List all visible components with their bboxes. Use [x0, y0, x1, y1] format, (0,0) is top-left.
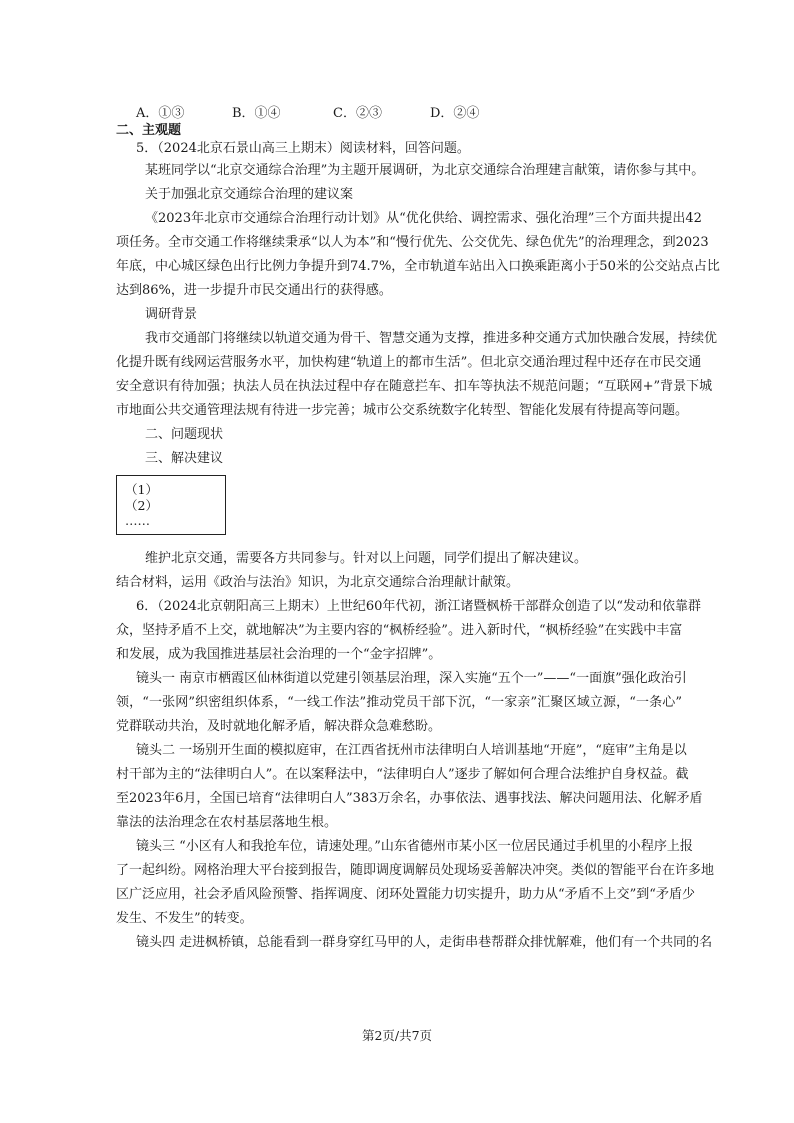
- q5-after-box: 维护北京交通，需要各方共同参与。针对以上问题，同学们提出了解决建议。: [145, 551, 588, 566]
- q5-p2-line3: 安全意识有待加强；执法人员在执法过程中存在随意拦车、扣车等执法不规范问题；“互联网+”背景下城: [116, 379, 713, 394]
- suggestion-ellipsis: ……: [125, 513, 150, 528]
- q5-subheading-suggestions: 三、解决建议: [145, 451, 224, 466]
- scene3-line4: 发生、不发生”的转变。: [116, 911, 253, 926]
- section-heading: 二、主观题: [116, 123, 182, 138]
- option-b: B．①④: [232, 106, 281, 121]
- suggestion-item-1: （1）: [125, 482, 158, 497]
- q5-p1-line2: 项任务。全市交通工作将继续秉承“以人为本”和“慢行优先、公交优先、绿色优先”的治理理念，到2023: [116, 235, 709, 250]
- scene2-line4: 靠法的法治理念在农村基层落地生根。: [116, 815, 338, 830]
- q6-line2: 众，坚持矛盾不上交，就地解决”为主要内容的“枫桥经验”。进入新时代，“枫桥经验”在实践中丰富: [116, 623, 683, 638]
- q5-p1-line4: 达到86%，进一步提升市民交通出行的获得感。: [116, 283, 392, 298]
- option-c: C．②③: [333, 106, 382, 121]
- q5-task: 结合材料，运用《政治与法治》知识，为北京交通综合治理献计献策。: [116, 575, 520, 590]
- q5-doc-title: 关于加强北京交通综合治理的建议案: [145, 187, 354, 202]
- scene2-line2: 村干部为主的“法律明白人”。在以案释法中，“法律明白人”逐步了解如何合理合法维护自身权益。截: [116, 767, 689, 782]
- scene3-line1: 镜头三 “小区有人和我抢车位，请速处理。”山东省德州市某小区一位居民通过手机里的小程序上报: [136, 839, 693, 854]
- q5-p2-line2: 化提升既有线网运营服务水平，加快构建“轨道上的都市生活”。但北京交通治理过程中还存在市民交通: [116, 355, 702, 370]
- q5-stem: 5．（2024北京石景山高三上期末）阅读材料，回答问题。: [136, 141, 470, 156]
- q5-subheading-status: 二、问题现状: [145, 427, 224, 442]
- scene3-line3: 区广泛应用，社会矛盾风险预警、指挥调度、闭环处置能力切实提升，助力从“矛盾不上交”到“矛盾少: [116, 887, 695, 902]
- scene1-line2: 领，“一张网”织密组织体系，“一线工作法”推动党员干部下沉，“一家亲”汇聚区域立源，“一条心”: [116, 695, 682, 710]
- scene1-line3: 党群联动共治，及时就地化解矛盾，解决群众急难愁盼。: [116, 719, 442, 734]
- scene2-line1: 镜头二 一场别开生面的模拟庭审，在江西省抚州市法律明白人培训基地“开庭”，“庭审”主角是以: [136, 743, 687, 758]
- q6-line1: 6．（2024北京朝阳高三上期末）上世纪60年代初，浙江诸暨枫桥干部群众创造了以“发动和依靠群: [136, 599, 702, 614]
- scene1-line1: 镜头一 南京市栖霞区仙林街道以党建引领基层治理，深入实施“五个一”——“一面旗”强化政治引: [136, 671, 687, 686]
- scene3-line2: 了一起纠纷。网格治理大平台接到报告，随即调度调解员处现场妥善解决冲突。类似的智能平台在许多地: [116, 863, 715, 878]
- q6-line3: 和发展，成为我国推进基层社会治理的一个“金字招牌”。: [116, 647, 442, 662]
- option-d: D．②④: [430, 106, 480, 121]
- scene4-line1: 镜头四 走进枫桥镇，总能看到一群身穿红马甲的人，走街串巷帮群众排忧解难，他们有一个共同的名: [136, 935, 713, 950]
- page-footer: 第2页/共7页: [361, 1028, 433, 1043]
- option-a: A．①③: [136, 106, 185, 121]
- q5-p1-line3: 年底，中心城区绿色出行比例力争提升到74.7%，全市轨道车站出入口换乘距离小于50米的公交站点占比: [116, 259, 720, 274]
- suggestion-box: [116, 475, 226, 535]
- scene2-line3: 至2023年6月，全国已培育“法律明白人”383万余名，办事依法、遇事找法、解决问题用法、化解矛盾: [116, 791, 703, 806]
- q5-p2-line1: 我市交通部门将继续以轨道交通为骨干、智慧交通为支撑，推进多种交通方式加快融合发展，持续优: [145, 331, 718, 346]
- q5-p1-line1: 《2023年北京市交通综合治理行动计划》从“优化供给、调控需求、强化治理”三个方面共提出42: [145, 211, 702, 226]
- q5-subheading-background: 调研背景: [145, 307, 198, 322]
- suggestion-item-2: （2）: [125, 498, 158, 513]
- q5-p2-line4: 市地面公共交通管理法规有待进一步完善；城市公交系统数字化转型、智能化发展有待提高等问题。: [116, 403, 689, 418]
- q5-intro: 某班同学以“北京交通综合治理”为主题开展调研，为北京交通综合治理建言献策，请你参与其中。: [145, 163, 705, 178]
